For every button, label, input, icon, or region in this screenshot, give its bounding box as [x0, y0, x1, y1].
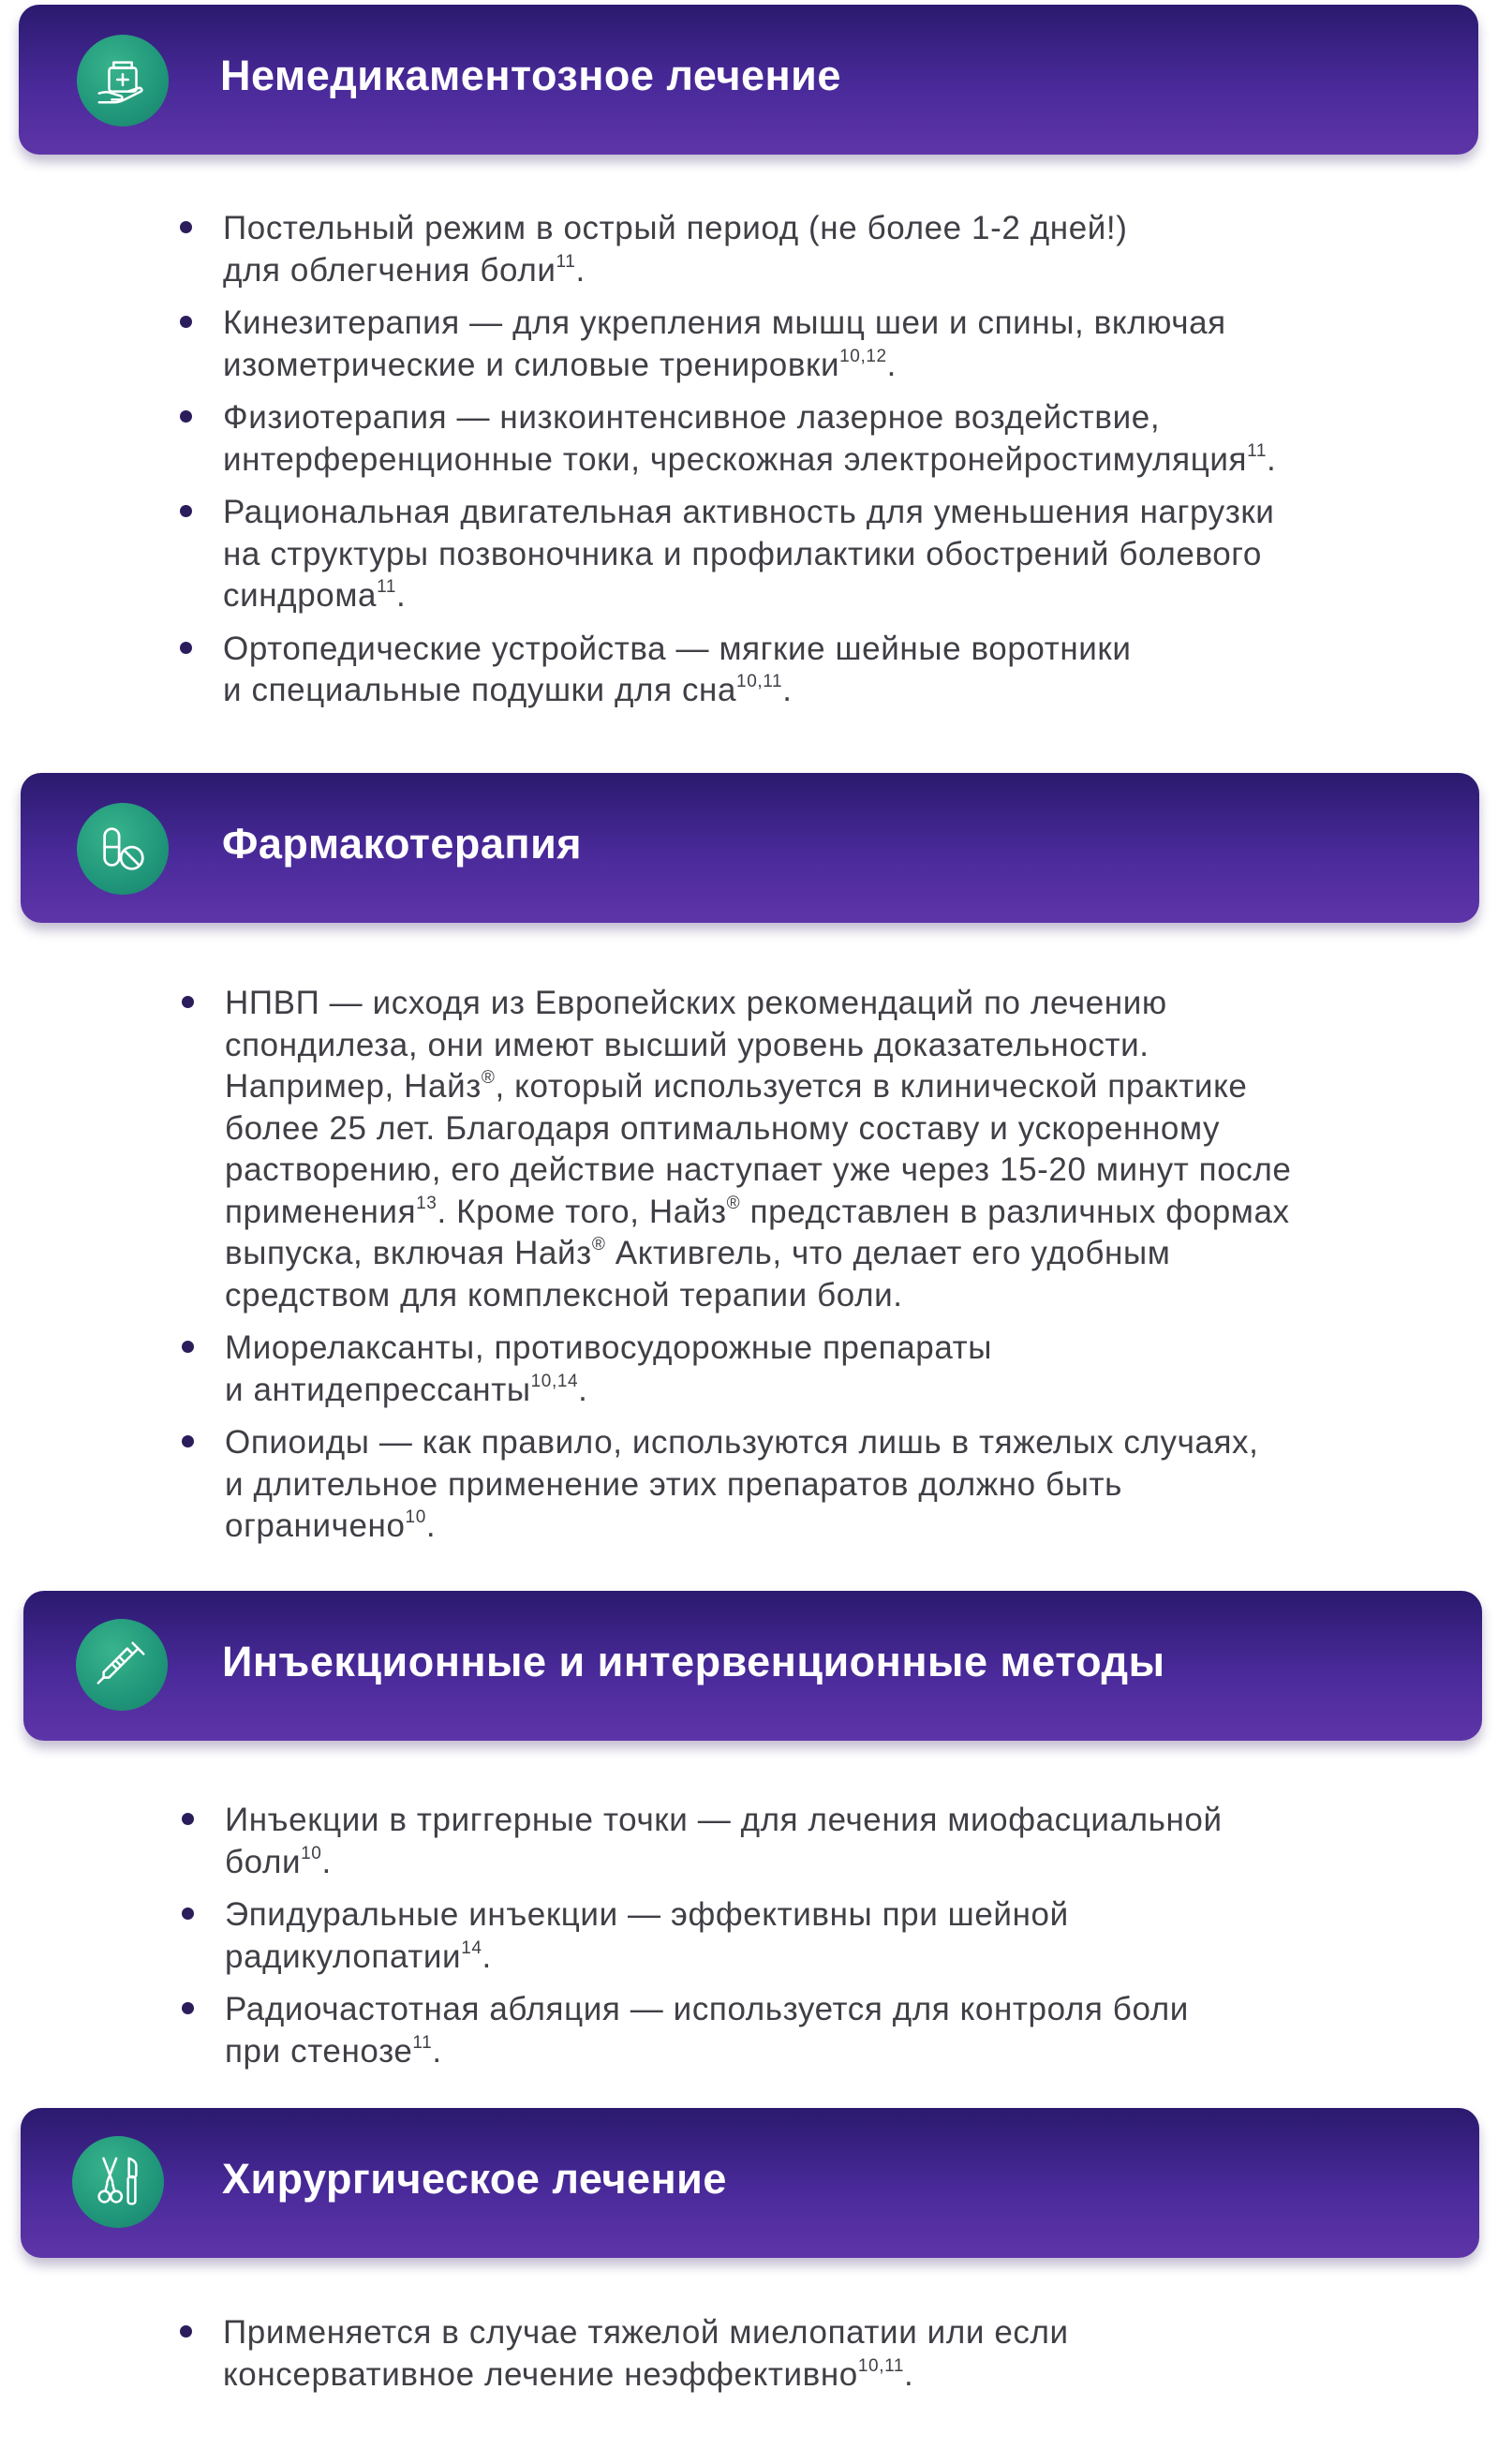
list-item-line [225, 1025, 1426, 1067]
text-run: . [1267, 440, 1277, 478]
list-item-line [225, 1328, 1426, 1370]
list-item-line [223, 303, 1424, 345]
list-item [178, 208, 1424, 291]
list-item-line [225, 1894, 1426, 1937]
list-item [180, 1894, 1426, 1978]
list-item-line [225, 983, 1426, 1025]
list-item-line [223, 2312, 1424, 2354]
text-run: . [575, 251, 586, 289]
footnote-ref: 10 [301, 1843, 322, 1863]
text-run: боли [225, 1843, 302, 1880]
text-run: , который используется в клинической практике [495, 1068, 1248, 1105]
text-run: Миорелаксанты, противосудорожные препараты [225, 1329, 993, 1366]
text-run: более 25 лет. Благодаря оптимальному составу и ускоренному [225, 1109, 1221, 1147]
footnote-ref: 14 [461, 1937, 482, 1958]
text-run: применения [225, 1193, 417, 1230]
list-item-line [223, 629, 1424, 671]
text-run: Физиотерапия — низкоинтенсивное лазерное воздействие, [223, 399, 1161, 436]
section-header-injections [23, 1591, 1482, 1741]
text-run: . [432, 2032, 442, 2070]
list-item-line [225, 1150, 1426, 1192]
text-run: . [321, 1843, 332, 1880]
text-run: спондилеза, они имеют высший уровень доказательности. [225, 1026, 1149, 1063]
list-item-line [225, 1275, 1426, 1317]
section-header-surgery [21, 2108, 1479, 2258]
list-item-line [225, 1108, 1426, 1150]
footnote-ref: 10,12 [839, 346, 887, 366]
text-run: Активгель, что делает его удобным [605, 1235, 1171, 1271]
text-run: . [396, 577, 407, 614]
text-run: . [886, 346, 897, 383]
footnote-ref: 13 [416, 1193, 438, 1213]
text-run: консервативное лечение неэффективно [223, 2355, 858, 2393]
text-run: Ортопедические устройства — мягкие шейные воротники [223, 630, 1132, 667]
section-title: Хирургическое лечение [222, 2155, 727, 2203]
list-item [180, 1989, 1426, 2072]
list-item [178, 303, 1424, 386]
text-run: растворению, его действие наступает уже через 15-20 минут после [225, 1151, 1292, 1188]
list-item-line [223, 534, 1424, 576]
text-run: представлен в различных формах [740, 1193, 1290, 1230]
text-run: . [578, 1371, 588, 1408]
text-run: . [782, 672, 793, 708]
list-item [178, 2312, 1424, 2396]
list-item-line [225, 2031, 1426, 2073]
list-item-line [225, 1842, 1426, 1884]
text-run: и антидепрессанты [225, 1371, 531, 1408]
text-run: Постельный режим в острый период (не более 1-2 дней!) [223, 210, 1128, 246]
section-header-non-drug [19, 5, 1478, 155]
list-item [180, 1800, 1426, 1883]
text-run: Радиочастотная абляция — используется для контроля боли [225, 1991, 1189, 2027]
surgical-instruments-icon [72, 2136, 164, 2228]
text-run: НПВП — исходя из Европейских рекомендаций по лечению [225, 985, 1167, 1021]
text-run: . Кроме того, Найз [437, 1193, 727, 1230]
list-item-line [223, 345, 1424, 387]
text-run: ограничено [225, 1507, 406, 1544]
list-item-line [223, 397, 1424, 439]
footnote-ref: ® [591, 1235, 606, 1255]
list-item-line [223, 2354, 1424, 2397]
list-item [178, 492, 1424, 617]
footnote-ref: 10,14 [530, 1371, 579, 1391]
footnote-ref: ® [726, 1193, 741, 1213]
text-run: синдрома [223, 577, 378, 614]
footnote-ref: 10,11 [857, 2355, 905, 2376]
text-run: Например, Найз [225, 1068, 482, 1105]
list-item-line [225, 1506, 1426, 1548]
list-item-line [225, 1989, 1426, 2031]
text-run: изометрические и силовые тренировки [223, 346, 840, 383]
text-run: Инъекции в триггерные точки — для лечения миофасциальной [225, 1802, 1223, 1838]
footnote-ref: ® [481, 1068, 496, 1089]
text-run: выпуска, включая Найз [225, 1235, 592, 1271]
section-list-surgery [178, 2312, 1424, 2407]
section-header-pharmacotherapy [21, 773, 1479, 923]
text-run: Эпидуральные инъекции — эффективны при шейной [225, 1896, 1069, 1933]
list-item-line [225, 1800, 1426, 1842]
section-list-injections [180, 1800, 1426, 2084]
footnote-ref: 11 [412, 2032, 433, 2053]
text-run: . [482, 1937, 492, 1975]
syringe-icon [76, 1619, 168, 1711]
text-run: при стенозе [225, 2032, 413, 2070]
text-run: . [904, 2355, 914, 2393]
list-item-line [223, 250, 1424, 292]
section-list-non-drug [178, 208, 1424, 723]
text-run: и длительное применение этих препаратов должно быть [225, 1465, 1122, 1503]
list-item-line [223, 439, 1424, 482]
pills-icon [77, 803, 169, 895]
list-item [178, 629, 1424, 712]
list-item-line [223, 208, 1424, 250]
section-title: Фармакотерапия [222, 820, 583, 868]
footnote-ref: 10 [405, 1507, 426, 1528]
section-title: Инъекционные и интервенционные методы [222, 1638, 1165, 1685]
text-run: Рациональная двигательная активность для уменьшения нагрузки [223, 494, 1275, 530]
list-item-line [225, 1937, 1426, 1979]
text-run: Кинезитерапия — для укрепления мышц шеи и спины, включая [223, 304, 1226, 341]
list-item-line [225, 1192, 1426, 1234]
text-run: для облегчения боли [223, 251, 556, 289]
text-run: . [425, 1507, 437, 1544]
list-item-line [223, 575, 1424, 617]
text-run: и специальные подушки для сна [223, 672, 737, 708]
footnote-ref: 11 [556, 251, 576, 272]
text-run: интерференционные токи, чрескожная электронейростимуляция [223, 440, 1248, 478]
list-item-line [225, 1370, 1426, 1412]
list-item-line [225, 1422, 1426, 1464]
list-item [180, 1422, 1426, 1548]
text-run: Применяется в случае тяжелой миелопатии или если [223, 2314, 1069, 2351]
list-item-line [225, 1464, 1426, 1507]
text-run: средством для комплексной терапии боли. [225, 1276, 903, 1314]
list-item [180, 983, 1426, 1316]
text-run: радикулопатии [225, 1937, 462, 1975]
list-item [180, 1328, 1426, 1411]
list-item-line [223, 670, 1424, 712]
list-item-line [225, 1066, 1426, 1108]
footnote-ref: 11 [1247, 440, 1268, 461]
section-title: Немедикаментозное лечение [220, 52, 841, 99]
list-item-line [225, 1233, 1426, 1275]
section-list-pharmacotherapy [180, 983, 1426, 1559]
hand-medical-bag-icon [77, 35, 169, 126]
text-run: Опиоиды — как правило, используются лишь в тяжелых случаях, [225, 1424, 1259, 1461]
footnote-ref: 10,11 [736, 672, 783, 692]
list-item-line [223, 492, 1424, 534]
list-item [178, 397, 1424, 481]
footnote-ref: 11 [377, 577, 396, 598]
text-run: на структуры позвоночника и профилактики обострений болевого [223, 535, 1262, 572]
